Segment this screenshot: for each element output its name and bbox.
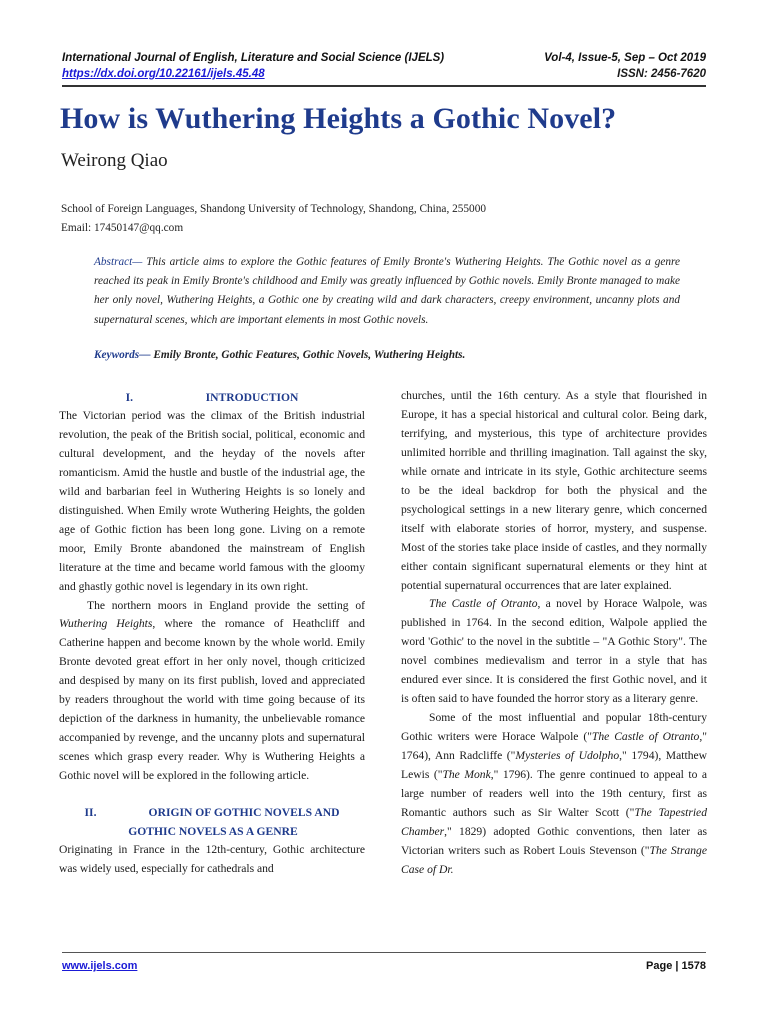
abstract-label: Abstract—: [94, 256, 143, 268]
text-run: ," 1794), Matthew Lewis (": [401, 749, 708, 782]
site-link[interactable]: www.ijels.com: [62, 960, 138, 972]
left-column: [59, 388, 365, 879]
paragraph: [401, 595, 707, 709]
paragraph: Originating in France in the 12th-century, Gothic architecture was widely used, especially for cathedrals and: [59, 843, 365, 876]
italic-title: The Monk: [442, 768, 491, 782]
italic-title: Mysteries of Udolpho: [515, 749, 620, 763]
paragraph: [401, 709, 707, 880]
paragraph: The Victorian period was the climax of the British industrial revolution, the peak of the British social, political, economic and cultural development, and the heyday of the novels after romanticism. Amid the hustle and bustle of the industrial age, the wild and barbarian feel in Wuthering Heights is so lonely and distinguished. When Emily wrote Wuthering Heights, the golden age of Gothic fiction has been long gone. Living on a remote moor, Emily Bronte abandoned the mainstream of English literature at the time and became world famous with the gloomy and ghastly gothic novel is legendary in its own right.: [59, 409, 365, 593]
italic-title: The Strange Case of Dr.: [401, 843, 707, 876]
issn: ISSN: 2456-7620: [617, 68, 706, 80]
paragraph: [59, 597, 365, 787]
text-run: Some of the most influential and popular 18th-century Gothic writers were Horace Walpole (": [401, 711, 707, 744]
affiliation: School of Foreign Languages, Shandong University of Technology, Shandong, China, 255000: [61, 203, 486, 215]
text-run: , a novel by Horace Walpole, was published in 1764. In the second edition, Walpole applied the word 'Gothic' to the novel in the subtitle – "A Gothic Story". The novel combines medievalism and terror in a style that has endured ever since. It is considered the first Gothic novel, and it is often said to have founded the horror story as a literary genre.: [401, 597, 707, 706]
issue-info: Vol-4, Issue-5, Sep – Oct 2019: [544, 52, 706, 64]
text-run: The northern moors in England provide the setting of: [87, 598, 365, 612]
section-heading-origin: [59, 803, 365, 841]
italic-title: Wuthering Heights: [59, 617, 153, 631]
journal-name: International Journal of English, Literature and Social Science (IJELS): [62, 52, 445, 64]
email: Email: 17450147@qq.com: [61, 222, 184, 234]
section-heading-introduction: [59, 388, 365, 407]
right-column: [401, 387, 707, 880]
affiliation-block: [61, 200, 486, 238]
section-title: INTRODUCTION: [205, 391, 299, 404]
italic-title: The Castle of Otranto: [591, 730, 700, 744]
text-run: ," 1764), Ann Radcliffe (": [401, 730, 707, 763]
author-name: Weirong Qiao: [61, 150, 168, 171]
paper-title: How is Wuthering Heights a Gothic Novel?: [60, 102, 617, 135]
page-number: Page | 1578: [646, 960, 706, 972]
keywords-text: Emily Bronte, Gothic Features, Gothic Novels, Wuthering Heights.: [150, 349, 466, 361]
italic-title: The Tapestried Chamber: [401, 805, 707, 838]
keywords-label: Keywords—: [94, 349, 151, 361]
section-number: II.: [84, 806, 97, 820]
abstract-text: This article aims to explore the Gothic features of Emily Bronte's Wuthering Heights. The Gothic novel as a genre reached its peak in Emily Bronte's childhood and Emily was greatly influenced by Gothic novels. Emily Bronte managed to make her only novel, Wuthering Heights, a Gothic one by creating wild and dark characters, creepy environment, uncanny plots and supernatural scenes, which are important elements in most Gothic novels.: [94, 256, 680, 326]
section-number: I.: [125, 391, 134, 404]
footer-rule: [62, 952, 706, 953]
section-title-line1: ORIGIN OF GOTHIC NOVELS AND: [148, 806, 340, 820]
italic-title: The Castle of Otranto: [429, 597, 538, 611]
text-run: ," 1796). The genre continued to appeal to a large number of readers well into the 19th century, first as Romantic authors such as Sir Walter Scott (": [401, 768, 708, 819]
section-title-line2: GOTHIC NOVELS AS A GENRE: [128, 825, 298, 839]
doi-link[interactable]: https://dx.doi.org/10.22161/ijels.45.48: [62, 68, 265, 80]
header-rule: [62, 85, 706, 87]
text-run: , where the romance of Heathcliff and Catherine happen and become known by the whole world. Emily Bronte devoted great effort in her only novel, though criticized and despised by many on its first publish, loved and appreciated by readers throughout the world with time going because of its depiction of the darkness in humanity, the unbelievable romance accompanied by revenge, and the uncanny plots and supernatural scenes which grasp every reader. Why is Wuthering Heights a Gothic novel will be explored in the following article.: [59, 617, 365, 783]
keywords: [94, 349, 680, 361]
abstract: [94, 253, 680, 330]
text-run: ," 1829) adopted Gothic conventions, then later as Victorian writers such as Robert Louis Stevenson (": [401, 824, 707, 857]
paragraph: churches, until the 16th century. As a style that flourished in Europe, it has a special historical and cultural color. Being dark, terrifying, and mysterious, this type of architecture provides unlimited horrible and thrilling imagination. Tall against the sky, while ornate and intricate in its style, Gothic architecture seems to be the ideal backdrop for both the physical and the psychological settings in a new literary genre, which concerned itself with elaborate stories of horror, mystery, and suspense. Most of the stories take place inside of castles, and they normally either contain significant supernatural elements or they hint at potential supernatural occurrences that are later explained.: [401, 389, 707, 592]
